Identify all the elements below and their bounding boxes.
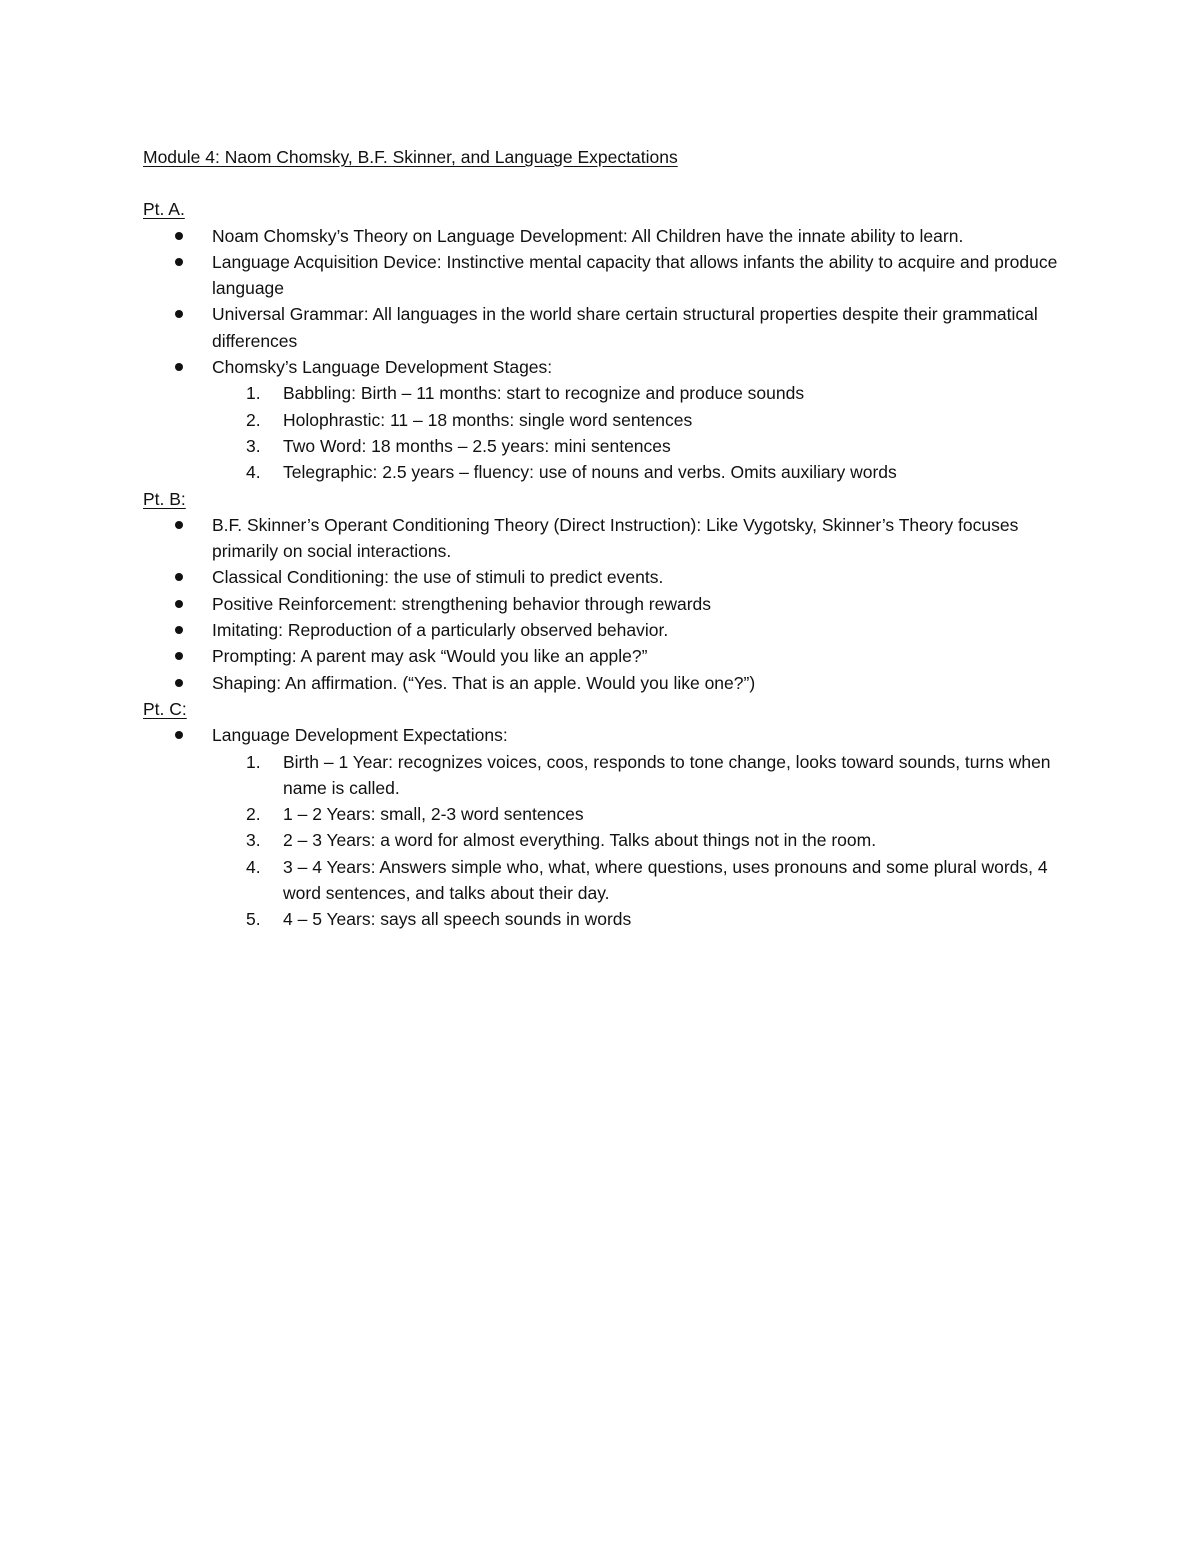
numbered-item-text: Babbling: Birth – 11 months: start to recognize and produce sounds (283, 383, 805, 404)
numbered-item (212, 433, 1063, 459)
list-item (143, 591, 1063, 617)
bullet-icon (175, 652, 183, 660)
list-item (143, 354, 1063, 485)
numbered-item (212, 459, 1063, 485)
list-item-text: B.F. Skinner’s Operant Conditioning Theory (Direct Instruction): Like Vygotsky, Skinner’s Theory focuses primarily on social interactions. (212, 514, 1019, 562)
item-number: 4. (246, 856, 261, 877)
numbered-item-text: 4 – 5 Years: says all speech sounds in words (283, 909, 632, 930)
list-item (143, 670, 1063, 696)
stages-numbered-list (212, 380, 1063, 485)
item-number: 2. (246, 409, 261, 430)
bullet-icon (175, 258, 183, 266)
item-number: 3. (246, 435, 261, 456)
numbered-item-text: 2 – 3 Years: a word for almost everything. Talks about things not in the room. (283, 830, 877, 851)
list-item (143, 722, 1063, 932)
list-item-text: Prompting: A parent may ask “Would you like an apple?” (212, 646, 648, 667)
part-c-bullet-list (143, 722, 1063, 932)
numbered-item (212, 854, 1063, 907)
item-number: 3. (246, 830, 261, 851)
numbered-item (212, 906, 1063, 932)
section-label-part-c: Pt. C: (143, 698, 187, 719)
bullet-icon (175, 731, 183, 739)
item-number: 1. (246, 383, 261, 404)
numbered-item (212, 380, 1063, 406)
list-item (143, 617, 1063, 643)
list-item-text: Universal Grammar: All languages in the world share certain structural properties despite their grammatical differences (212, 304, 1038, 351)
bullet-icon (175, 310, 183, 318)
item-number: 4. (246, 462, 261, 483)
list-item (143, 249, 1063, 302)
numbered-item-text: Telegraphic: 2.5 years – fluency: use of nouns and verbs. Omits auxiliary words (283, 462, 897, 483)
list-item-text: Shaping: An affirmation. (“Yes. That is an apple. Would you like one?”) (212, 672, 756, 693)
part-a-bullet-list (143, 223, 1063, 486)
list-item (143, 223, 1063, 249)
list-item-text: Imitating: Reproduction of a particularly observed behavior. (212, 620, 669, 641)
bullet-icon (175, 679, 183, 687)
numbered-item (212, 827, 1063, 853)
item-number: 1. (246, 751, 261, 772)
part-b-bullet-list (143, 512, 1063, 696)
expectations-numbered-list (212, 749, 1063, 933)
bullet-icon (175, 232, 183, 240)
numbered-item (212, 407, 1063, 433)
numbered-item (212, 749, 1063, 802)
numbered-item-text: Two Word: 18 months – 2.5 years: mini sentences (283, 435, 671, 456)
list-item-text: Positive Reinforcement: strengthening behavior through rewards (212, 593, 712, 614)
bullet-icon (175, 626, 183, 634)
list-item-text: Chomsky’s Language Development Stages: (212, 357, 553, 378)
item-number: 5. (246, 909, 261, 930)
bullet-icon (175, 363, 183, 371)
numbered-item-text: Holophrastic: 11 – 18 months: single word sentences (283, 409, 693, 430)
numbered-item (212, 801, 1063, 827)
numbered-item-text: 3 – 4 Years: Answers simple who, what, where questions, uses pronouns and some plural words, 4 word sentences, and talks about their day. (283, 856, 1048, 904)
item-number: 2. (246, 804, 261, 825)
numbered-item-text: Birth – 1 Year: recognizes voices, coos, responds to tone change, looks toward sounds, turns when name is called. (283, 751, 1051, 798)
numbered-item-text: 1 – 2 Years: small, 2-3 word sentences (283, 804, 584, 825)
list-item-text: Noam Chomsky’s Theory on Language Development: All Children have the innate ability to learn. (212, 225, 964, 246)
list-item (143, 643, 1063, 669)
list-item (143, 564, 1063, 590)
section-label-part-a: Pt. A. (143, 199, 185, 220)
bullet-icon (175, 573, 183, 581)
document-title: Module 4: Naom Chomsky, B.F. Skinner, and Language Expectations (143, 147, 678, 167)
list-item-text: Classical Conditioning: the use of stimuli to predict events. (212, 567, 664, 588)
document-page (143, 144, 1063, 933)
list-item-text: Language Development Expectations: (212, 725, 508, 746)
list-item (143, 512, 1063, 565)
bullet-icon (175, 600, 183, 608)
list-item (143, 301, 1063, 354)
section-label-part-b: Pt. B: (143, 488, 186, 509)
list-item-text: Language Acquisition Device: Instinctive mental capacity that allows infants the ability to acquire and produce language (212, 251, 1058, 299)
bullet-icon (175, 521, 183, 529)
